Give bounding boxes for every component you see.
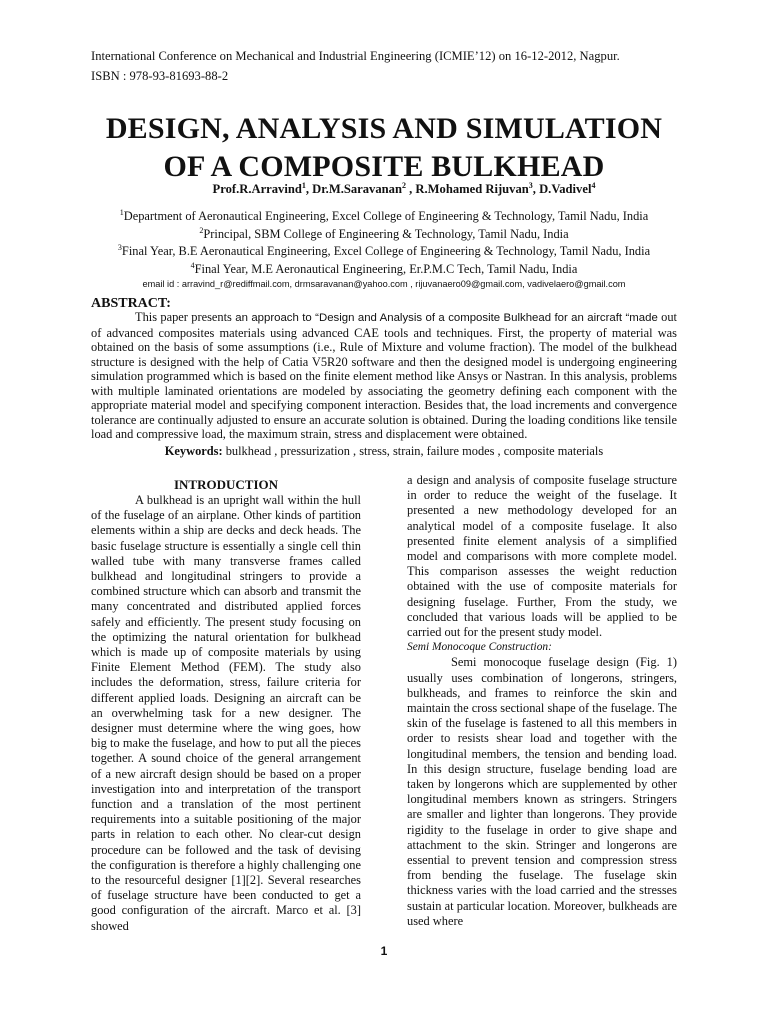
abstract-body: [91, 310, 677, 442]
paper-title: [0, 110, 768, 186]
title-line-2: OF A COMPOSITE BULKHEAD: [163, 150, 605, 183]
affiliation-line: [0, 241, 768, 259]
affiliation-sup: 1: [119, 208, 124, 217]
author-sep: ,: [532, 182, 540, 197]
keywords-text: bulkhead , pressurization , stress, strain, failure modes , composite materials: [222, 444, 604, 458]
abstract-lead: This paper presents: [135, 310, 236, 324]
affiliation-text: Department of Aeronautical Engineering, Excel College of Engineering & Technology, Tamil Nadu, India: [123, 209, 649, 224]
affiliations: [0, 206, 768, 291]
author-sup: 1: [301, 181, 306, 190]
affiliation-sup: 4: [190, 260, 195, 270]
conference-header: International Conference on Mechanical and Industrial Engineering (ICMIE’12) on 16-12-2012, Nagpur.: [91, 49, 620, 63]
affiliation-line: [0, 206, 768, 224]
author-name: R.Mohamed Rijuvan: [415, 182, 529, 197]
page-number: 1: [380, 944, 388, 958]
affiliation-sup: 2: [199, 225, 204, 235]
introduction-heading: INTRODUCTION: [173, 477, 278, 492]
author-list: [0, 178, 768, 197]
affiliation-line: [0, 259, 768, 277]
affiliation-text: Final Year, M.E Aeronautical Engineering, Er.P.M.C Tech, Tamil Nadu, India: [194, 262, 578, 276]
email-line: email id : arravind_r@rediffmail.com, drmsaravanan@yahoo.com , rijuvanaero09@gmail.com, vadivelaero@gmail.com: [142, 278, 626, 289]
isbn-line: ISBN : 978-93-81693-88-2: [91, 69, 229, 83]
author-sup: 3: [528, 181, 533, 190]
abstract-heading: ABSTRACT:: [91, 296, 171, 311]
author-name: Dr.M.Saravanan: [312, 182, 402, 197]
author-name: D.Vadivel: [539, 182, 592, 197]
author-sep: ,: [305, 182, 313, 197]
semi-monocoque-paragraph: Semi monocoque fuselage design (Fig. 1) usually uses combination of longerons, stringers, bulkheads, and frames to reinforce the skin and maintain the cross sectional shape of the fuselage. The skin of the fuselage is fastened to all this members in order to resists shear load and together with the longitudinal members, the tension and bending load. In this design structure, fuselage bending load are taken by longerons which are supplemented by other longitudinal members known as stringers. Stringers are smaller and lighter than longerons. They provide rigidity to the fuselage in order to give shape and attachment to the skin. Stringer and longerons are essential to prevent tension and compression stress from bending the fuselage. The fuselage skin thickness varies with the load carried and the stresses sustain at particular location. Moreover, bulkheads are used where: [407, 655, 677, 928]
title-line-1: DESIGN, ANALYSIS AND SIMULATION: [105, 112, 663, 145]
affiliation-text: Final Year, B.E Aeronautical Engineering, Excel College of Engineering & Technology, Tamil Nadu, India: [121, 244, 651, 259]
author-sup: 2: [401, 181, 406, 190]
semi-monocoque-heading: Semi Monocoque Construction:: [407, 641, 552, 654]
affiliation-text: Principal, SBM College of Engineering & Technology, Tamil Nadu, India: [203, 226, 569, 241]
introduction-paragraph-continued: a design and analysis of composite fuselage structure in order to reduce the weight of the fuselage. It presented a new methodology developed for an analytical model of a composite fuselage. It also presented finite element analysis of a simplified model and comparisons with more complete model. This comparison assesses the weight reduction obtained with the use of composite materials for designing fuselage. Further, From the study, we concluded that various loads will be applied to be carried out for the present study model.: [407, 473, 677, 640]
abstract-phrase: an approach to “Design and Analysis of a composite Bulkhead for an aircraft “made: [235, 312, 658, 324]
affiliation-sup: 3: [117, 243, 122, 253]
left-column: [91, 477, 361, 934]
keywords-line: [91, 444, 677, 459]
right-column: [407, 473, 677, 929]
affiliation-line: [0, 224, 768, 242]
abstract-text: out of advanced composites materials using advanced CAE tools and techniques. First, the property of material was obtained on the basis of some assumptions (i.e., Rule of Mixture and volume fraction). The model of the bulkhead structure is designed with the help of Catia V5R20 software and then the designed model is undergoing engineering simulation programmed which is based on the finite element method like Ansys or Nastran. In this analysis, problems with multiple laminated orientations are modeled by associating the geometry defining each component with the appropriate material model and specifying component interaction. Besides that, the load increments and convergence tolerance are continually adjusted to ensure an accurate solution is obtained. During the loading conditions like tensile load and compressive load, the maximum strain, stress and displacement were obtained.: [91, 310, 677, 441]
author-name: Prof.R.Arravind: [212, 182, 302, 197]
keywords-label: Keywords:: [164, 444, 223, 458]
author-sep: ,: [405, 182, 416, 197]
author-sup: 4: [591, 181, 596, 190]
introduction-paragraph: A bulkhead is an upright wall within the hull of the fuselage of an airplane. Other kinds of partition elements within a ship are decks and deck heads. The basic fuselage structure is essentially a single cell thin walled tube with many transverse frames called bulkhead and longitudinal stringers to provide a combined structure which can absorb and transmit the many concentrated and distributed applied forces safely and efficiently. The present study focusing on the optimizing the natural orientation for bulkhead which is made up of composite materials by using Finite Element Method (FEM). The study also includes the deformation, stress, failure criteria for different applied loads. Designing an aircraft can be an overwhelming task for a new designer. The designer must determine where the wing goes, how big to make the fuselage, and how to put all the pieces together. A sound choice of the general arrangement of a new aircraft design should be based on a proper investigation into and interpretation of the transport function and a translation of the most pertinent requirements into a suitable positioning of the major parts in relation to each other. No clear-cut design procedure can be followed and the task of devising the configuration is therefore a highly challenging one to the resourceful designer [1][2]. Several researches of fuselage structure have been conducted to get a good configuration of the aircraft. Marco et al. [3] showed: [91, 493, 361, 933]
